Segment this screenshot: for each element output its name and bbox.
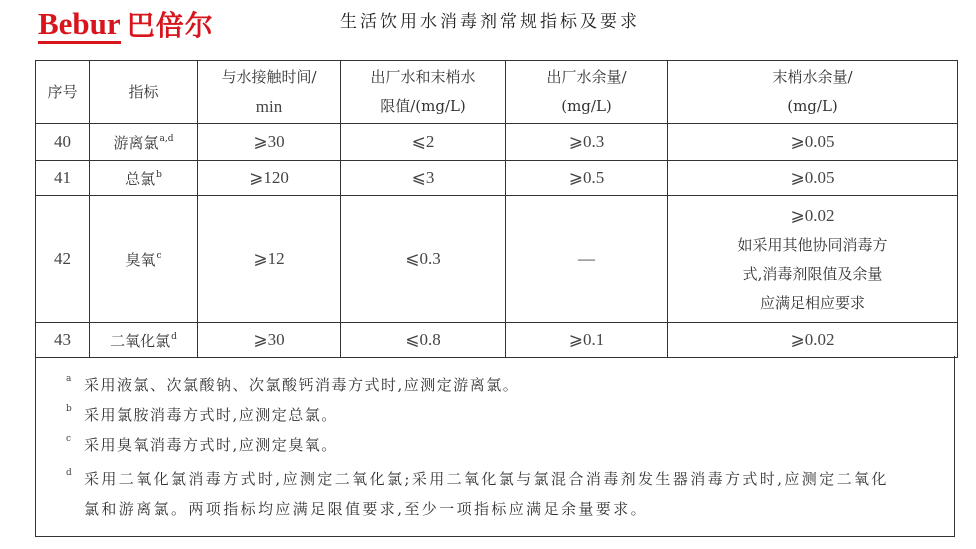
- cell-factory-residual: ⩾0.1: [506, 323, 668, 358]
- col-header-contact-time: 与水接触时间/ min: [198, 61, 341, 124]
- table-header-row: [36, 61, 958, 124]
- footnote-ref: c: [156, 250, 162, 261]
- cell-factory-residual: —: [506, 196, 668, 323]
- cell-factory-residual: ⩾0.5: [506, 161, 668, 196]
- cell-indicator: 二氧化氯$^d$: [90, 323, 198, 358]
- cell-no: 43: [36, 323, 90, 358]
- cell-factory-residual: ⩾0.3: [506, 124, 668, 161]
- col-header-no: 序号: [36, 61, 90, 124]
- cell-tap-residual: ⩾0.02 如采用其他协同消毒方 式,消毒剂限值及余量 应满足相应要求: [668, 196, 958, 323]
- logo-english: Bebur: [38, 7, 121, 44]
- footnote-ref: d: [171, 331, 177, 342]
- col-header-limit: 出厂水和末梢水 限值/(mg/L): [341, 61, 506, 124]
- footnotes-box: [35, 356, 955, 537]
- cell-tap-residual: ⩾0.05: [668, 124, 958, 161]
- brand-logo: [38, 4, 214, 44]
- cell-tap-residual: ⩾0.02: [668, 323, 958, 358]
- cell-no: 40: [36, 124, 90, 161]
- table-row: [36, 161, 958, 196]
- col-header-factory-residual: 出厂水余量/ (mg/L): [506, 61, 668, 124]
- cell-indicator: 臭氧$^c$: [90, 196, 198, 323]
- cell-contact-time: ⩾120: [198, 161, 341, 196]
- footnote-ref: a,d: [159, 133, 174, 144]
- footnote-b: b 采用氯胺消毒方式时,应测定总氯。: [66, 404, 338, 424]
- logo-chinese: 巴倍尔: [126, 9, 214, 42]
- table-row: [36, 323, 958, 358]
- footnote-ref: b: [156, 169, 162, 180]
- cell-contact-time: ⩾30: [198, 124, 341, 161]
- footnote-a: a 采用液氯、次氯酸钠、次氯酸钙消毒方式时,应测定游离氯。: [66, 374, 520, 394]
- table-row: [36, 124, 958, 161]
- table-row: [36, 196, 958, 323]
- cell-tap-residual: ⩾0.05: [668, 161, 958, 196]
- col-header-indicator: 指标: [90, 61, 198, 124]
- document-title: 生活饮用水消毒剂常规指标及要求: [340, 12, 640, 32]
- cell-indicator: 总氯$^b$: [90, 161, 198, 196]
- footnote-c: c 采用臭氧消毒方式时,应测定臭氧。: [66, 434, 338, 454]
- footnote-d: d 采用二氧化氯消毒方式时,应测定二氧化氯;采用二氧化氯与氯混合消毒剂发生器消毒方式时,应测定二氧化 氯和游离氯。两项指标均应满足限值要求,至少一项指标应满足余量要求。: [66, 468, 889, 518]
- cell-limit: ⩽0.3: [341, 196, 506, 323]
- cell-limit: ⩽0.8: [341, 323, 506, 358]
- cell-no: 42: [36, 196, 90, 323]
- cell-limit: ⩽3: [341, 161, 506, 196]
- cell-limit: ⩽2: [341, 124, 506, 161]
- col-header-tap-residual: 末梢水余量/ (mg/L): [668, 61, 958, 124]
- cell-no: 41: [36, 161, 90, 196]
- cell-indicator: 游离氯$^{a,d}$: [90, 124, 198, 161]
- cell-contact-time: ⩾30: [198, 323, 341, 358]
- cell-contact-time: ⩾12: [198, 196, 341, 323]
- disinfectant-requirements-table: [35, 60, 958, 358]
